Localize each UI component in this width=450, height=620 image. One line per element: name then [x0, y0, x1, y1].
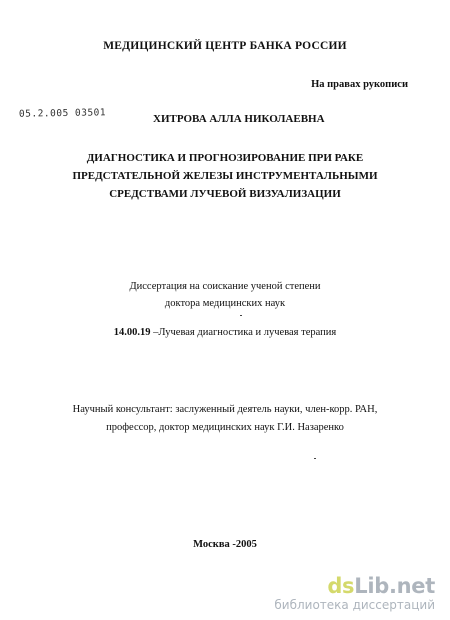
city-year: Москва -2005 — [193, 539, 257, 550]
watermark-logo-rest: Lib.net — [354, 574, 435, 598]
dissertation-title-line: СРЕДСТВАМИ ЛУЧЕВОЙ ВИЗУАЛИЗАЦИИ — [109, 188, 341, 200]
dissertation-title-line: ПРЕДСТАТЕЛЬНОЙ ЖЕЛЕЗЫ ИНСТРУМЕНТАЛЬНЫМИ — [72, 170, 378, 182]
degree-line: Диссертация на соискание ученой степени — [129, 281, 321, 292]
manuscript-rights-label: На правах рукописи — [311, 79, 408, 90]
degree-line: доктора медицинских наук — [164, 298, 286, 309]
watermark-subtitle: библиотека диссертаций — [274, 598, 435, 612]
watermark-logo — [327, 574, 435, 598]
consultant-line: профессор, доктор медицинских наук Г.И. Назаренко — [106, 422, 344, 433]
specialty-line — [0, 327, 450, 338]
consultant-line: Научный консультант: заслуженный деятель науки, член-корр. РАН, — [72, 404, 378, 415]
scan-speck — [314, 458, 316, 459]
dissertation-title-line: ДИАГНОСТИКА И ПРОГНОЗИРОВАНИЕ ПРИ РАКЕ — [86, 152, 364, 164]
author-name: ХИТРОВА АЛЛА НИКОЛАЕВНА — [153, 113, 325, 125]
specialty-name: –Лучевая диагностика и лучевая терапия — [150, 327, 337, 338]
watermark-logo-prefix: ds — [327, 574, 355, 598]
organization-header: МЕДИЦИНСКИЙ ЦЕНТР БАНКА РОССИИ — [103, 40, 347, 52]
archive-stamp: 05.2.005 03501 — [18, 107, 107, 120]
scan-speck — [240, 315, 242, 316]
specialty-code: 14.00.19 — [113, 327, 151, 338]
